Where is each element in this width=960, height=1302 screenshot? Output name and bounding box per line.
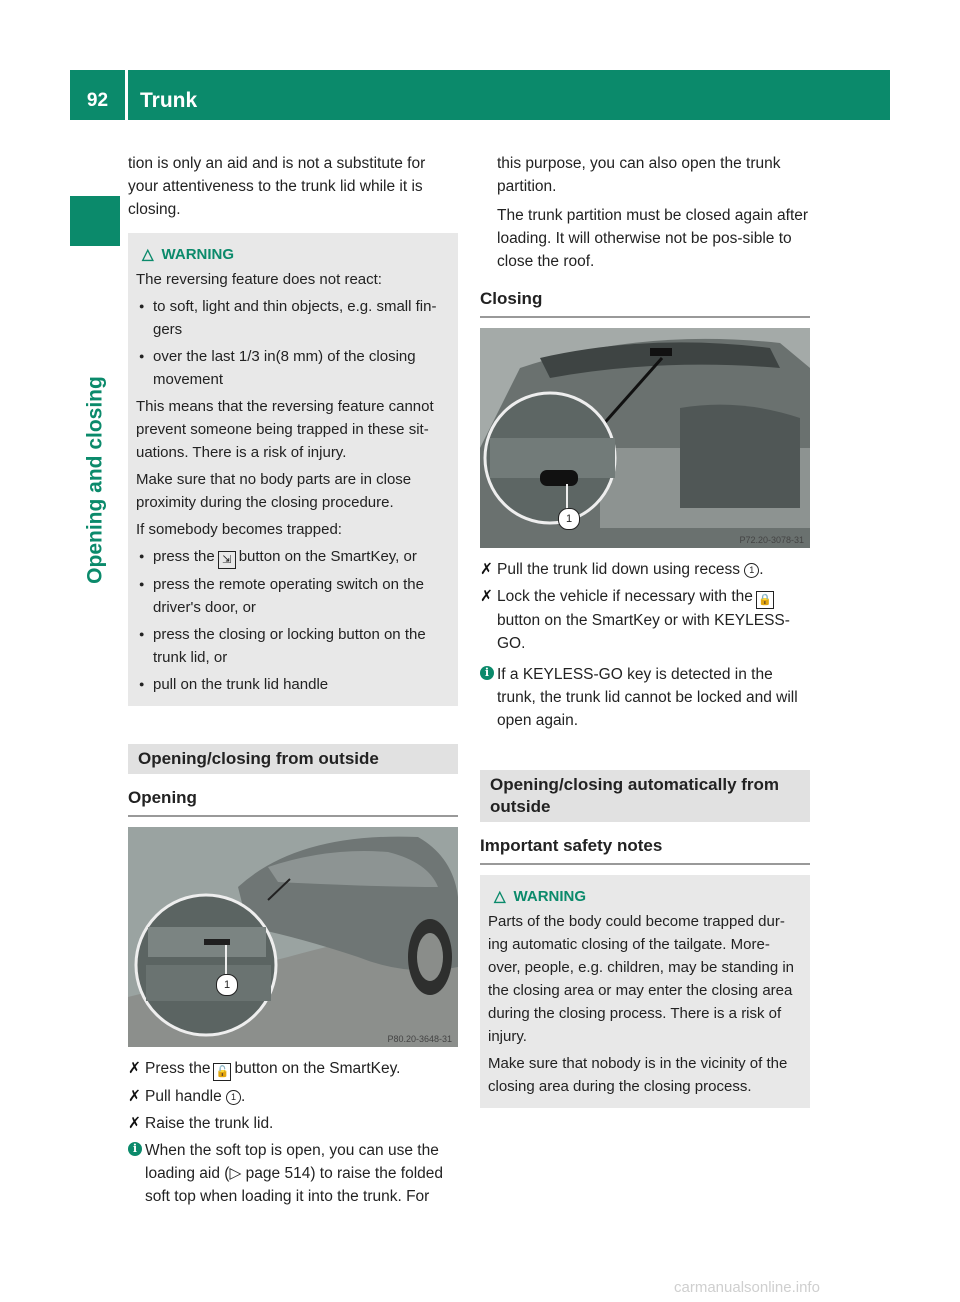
- warning-bullet: ● pull on the trunk lid handle: [136, 673, 450, 696]
- step-arrow-icon: ✗: [480, 561, 493, 578]
- opening-heading: Opening: [128, 786, 458, 817]
- step-arrow-icon: ✗: [128, 1060, 141, 1077]
- photo-code: P80.20-3648-31: [387, 1034, 452, 1044]
- step-text: Raise the trunk lid.: [145, 1115, 274, 1132]
- page-title: Trunk: [140, 89, 198, 112]
- callout-marker: 1: [216, 974, 238, 996]
- warning-text: Make sure that nobody is in the vicinity of the closing area during the closing process.: [488, 1055, 788, 1095]
- warning-bullet: ● press the closing or locking button on the trunk lid, or: [136, 623, 450, 669]
- warning-text: If somebody becomes trapped:: [136, 521, 342, 538]
- warning-triangle-icon: △: [494, 888, 506, 905]
- opening-photo: [128, 827, 458, 1047]
- info-note: [480, 663, 810, 732]
- step-text: button on the SmartKey or with KEYLESS-GO.: [497, 612, 790, 652]
- safety-heading: Important safety notes: [480, 834, 810, 865]
- step-item: ✗ Pull the trunk lid down using recess 1 .: [480, 558, 810, 581]
- photo-code: P72.20-3078-31: [739, 535, 804, 545]
- warning-text: Make sure that no body parts are in close proximity during the closing procedure.: [136, 471, 412, 511]
- chapter-tab: [70, 196, 120, 246]
- callout-reference: 1: [226, 1090, 241, 1105]
- warning-heading: [488, 885, 802, 908]
- warning-label: WARNING: [513, 888, 587, 905]
- page-number: 92: [86, 90, 109, 111]
- step-item: [128, 1112, 458, 1135]
- continued-paragraph: this purpose, you can also open the trunk partition.: [497, 155, 781, 195]
- warning-label: WARNING: [161, 246, 235, 263]
- closing-photo: [480, 328, 810, 548]
- step-text: Pull the trunk lid down using recess: [497, 561, 740, 578]
- warning-text: The reversing feature does not react:: [136, 271, 382, 288]
- info-text: If a KEYLESS-GO key is detected in the trunk, the trunk lid cannot be locked and will open again.: [497, 666, 798, 729]
- callout-reference: 1: [744, 563, 759, 578]
- car-rear-illustration: [128, 827, 458, 1047]
- continued-paragraph: The trunk partition must be closed again after loading. It will otherwise not be pos-sible to close the roof.: [497, 207, 809, 270]
- warning-bullet: [136, 545, 450, 569]
- info-icon: i: [480, 666, 494, 680]
- callout-marker: 1: [558, 508, 580, 530]
- info-icon: i: [128, 1142, 142, 1156]
- intro-paragraph: tion is only an aid and is not a substitute for your attentiveness to the trunk lid while it is closing.: [128, 155, 426, 218]
- trunk-button-icon: ⇲: [218, 551, 236, 569]
- bullet-text: press the: [153, 548, 215, 565]
- right-column: [480, 152, 810, 1108]
- warning-text: Parts of the body could become trapped dur-ing automatic closing of the tailgate. More-over, people, e.g. children, may be standing in the closing area or may enter the closing area during the closing process. There is a risk of injury.: [488, 913, 795, 1045]
- step-text: button on the SmartKey.: [234, 1060, 401, 1077]
- warning-text: This means that the reversing feature cannot prevent someone being trapped in these sit-uations. There is a risk of injury.: [136, 398, 434, 461]
- step-item: [480, 585, 810, 655]
- footer-watermark: carmanualsonline.info: [674, 1279, 820, 1296]
- header-divider: [125, 70, 128, 120]
- step-item: [128, 1057, 458, 1081]
- warning-box: [128, 233, 458, 706]
- chapter-label: Opening and closing: [83, 376, 107, 584]
- step-arrow-icon: ✗: [128, 1088, 141, 1105]
- lock-button-icon: 🔒: [756, 591, 774, 609]
- step-text: Pull handle: [145, 1088, 222, 1105]
- bullet-text: button on the SmartKey, or: [238, 548, 417, 565]
- section-title: Opening/closing from outside: [128, 744, 458, 774]
- warning-bullet: ● press the remote operating switch on the driver's door, or: [136, 573, 450, 619]
- step-arrow-icon: ✗: [128, 1115, 141, 1132]
- step-item: ✗ Pull handle 1 .: [128, 1085, 458, 1108]
- warning-bullet: ● over the last 1/3 in(8 mm) of the closing movement: [136, 345, 450, 391]
- step-text: Press the: [145, 1060, 211, 1077]
- left-column: [128, 152, 458, 1212]
- warning-bullet: ● to soft, light and thin objects, e.g. small fin-gers: [136, 295, 450, 341]
- unlock-button-icon: 🔓: [213, 1063, 231, 1081]
- open-trunk-illustration: [480, 328, 810, 548]
- closing-heading: Closing: [480, 287, 810, 318]
- warning-box: [480, 875, 810, 1108]
- info-text: When the soft top is open, you can use the loading aid (▷ page 514) to raise the folded soft top when loading it into the trunk. For: [145, 1142, 444, 1205]
- section-title: Opening/closing automatically from outside: [480, 770, 810, 822]
- info-note: [128, 1139, 458, 1208]
- step-arrow-icon: ✗: [480, 588, 493, 605]
- warning-triangle-icon: △: [142, 246, 154, 263]
- step-text: Lock the vehicle if necessary with the: [497, 588, 753, 605]
- warning-heading: [136, 243, 450, 266]
